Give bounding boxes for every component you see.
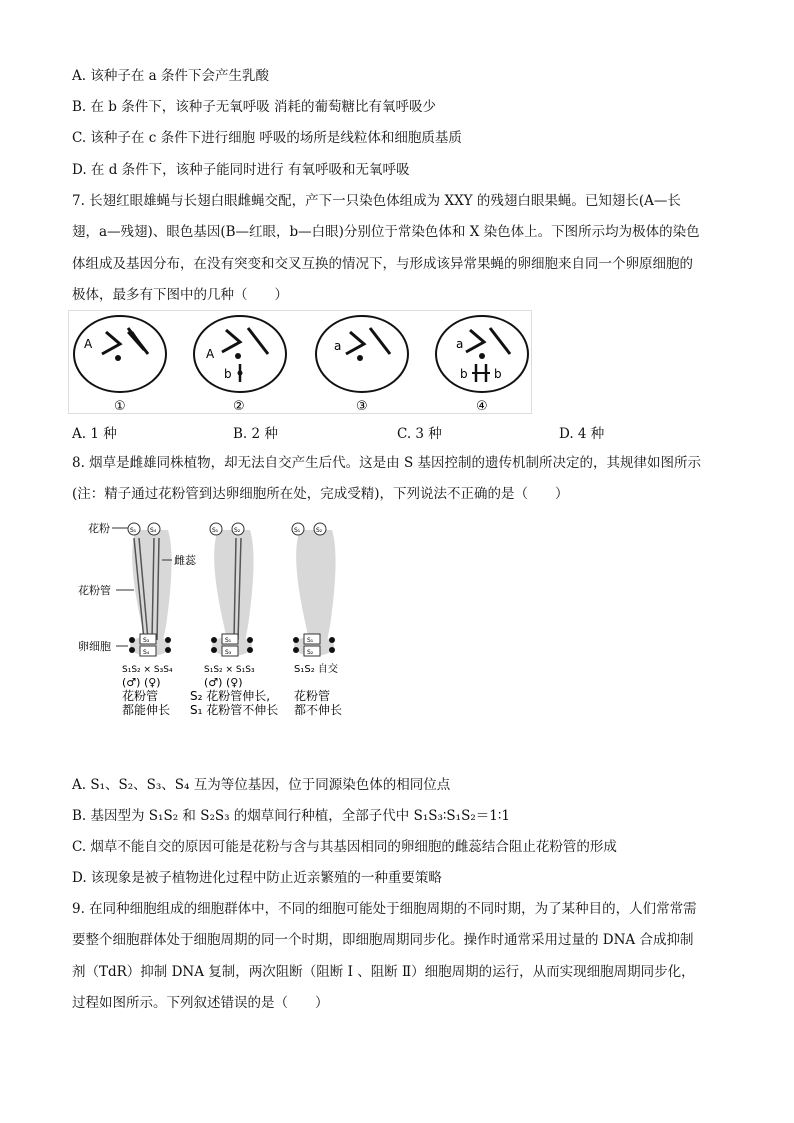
s2-label: S₂ xyxy=(234,527,241,534)
cross-1-label: S₁S₂ × S₃S₄ xyxy=(122,665,173,675)
q6-option-d: D. 在 d 条件下，该种子能同时进行 有氧呼吸和无氧呼吸 xyxy=(72,162,410,178)
gene-label: A xyxy=(206,347,215,361)
pistil-3 xyxy=(292,523,336,656)
q9-stem-line2: 要整个细胞群体处于细胞周期的同一个时期，即细胞周期同步化。操作时通常采用过量的 DNA 合成抑制 xyxy=(72,932,694,948)
q9-stem-line1: 9. 在同种细胞组成的细胞群体中，不同的细胞可能处于细胞周期的不同时期，为了某种目的，人们常常需 xyxy=(72,901,697,917)
pistil-1 xyxy=(128,523,172,656)
pistil-2 xyxy=(210,523,254,656)
cross-2-result-b: S₁ 花粉管不伸长 xyxy=(190,703,279,717)
q7-polar-body-figure xyxy=(68,310,532,414)
cell-number: ② xyxy=(233,399,245,414)
q9-stem-line3: 剂（TdR）抑制 DNA 复制，两次阻断（阻断 Ⅰ 、阻断 Ⅱ）细胞周期的运行，从而实现细胞周期同步化， xyxy=(72,964,695,980)
q8-option-d: D. 该现象是被子植物进化过程中防止近亲繁殖的一种重要策略 xyxy=(72,870,442,886)
gene-label: a xyxy=(334,339,342,353)
q8-option-a: A. S₁、S₂、S₃、S₄ 互为等位基因，位于同源染色体的相同位点 xyxy=(72,777,451,793)
cross-3-result-a: 花粉管 xyxy=(294,689,331,703)
q8-option-b: B. 基因型为 S₁S₂ 和 S₂S₃ 的烟草间行种植，全部子代中 S₁S₃∶S₁S₂＝1∶1 xyxy=(72,808,510,824)
s1-label: S₁ xyxy=(294,527,301,534)
pollen-tube-label: 花粉管 xyxy=(78,584,111,597)
s1-label: S₁ xyxy=(225,637,232,644)
s2-label: S₂ xyxy=(316,527,323,534)
polar-body-cell-4 xyxy=(436,316,528,414)
polar-body-cell-2 xyxy=(194,316,286,414)
cell-number: ③ xyxy=(356,399,368,414)
pollen-label: 花粉 xyxy=(88,522,110,535)
cross-3-result-b: 都不伸长 xyxy=(294,703,343,717)
gene-label: b xyxy=(224,367,232,381)
pistil-label: 雌蕊 xyxy=(174,554,196,567)
cross-2-label: S₁S₂ × S₁S₃ xyxy=(204,665,255,675)
s4-label: S₄ xyxy=(150,527,157,534)
q7-stem-line1: 7. 长翅红眼雄蝇与长翅白眼雌蝇交配，产下一只染色体组成为 XXY 的残翅白眼果蝇。已知翅长(A—长 xyxy=(72,193,681,209)
s1-label: S₁ xyxy=(130,527,137,534)
cross-1-sex: (♂) (♀) xyxy=(122,676,161,689)
q8-stem-line1: 8. 烟草是雌雄同株植物，却无法自交产生后代。这是由 S 基因控制的遗传机制所决定的，其规律如图所示 xyxy=(72,455,702,471)
q7-option-c: C. 3 种 xyxy=(397,426,442,442)
gene-label: b xyxy=(460,367,468,381)
s3-label: S₃ xyxy=(143,637,150,644)
polar-body-cell-3 xyxy=(316,316,408,414)
q7-option-b: B. 2 种 xyxy=(233,426,278,442)
cross-1-result-b: 都能伸长 xyxy=(122,703,171,717)
q7-option-d: D. 4 种 xyxy=(559,426,605,442)
q7-stem-line2: 翅，a—残翅)、眼色基因(B—红眼，b—白眼)分别位于常染色体和 X 染色体上。下图所示均为极体的染色 xyxy=(72,224,700,240)
s1-label: S₁ xyxy=(212,527,219,534)
gene-label: A xyxy=(84,337,93,351)
q7-option-a: A. 1 种 xyxy=(72,426,117,442)
polar-body-cell-1 xyxy=(74,316,166,414)
cell-number: ① xyxy=(114,399,126,414)
q7-stem-line3: 体组成及基因分布，在没有突变和交叉互换的情况下，与形成该异常果蝇的卵细胞来自同一个卵原细胞的 xyxy=(72,256,693,272)
s2-label: S₂ xyxy=(307,649,314,656)
s4-label: S₄ xyxy=(143,649,150,656)
q8-option-c: C. 烟草不能自交的原因可能是花粉与含与其基因相同的卵细胞的雌蕊结合阻止花粉管的形成 xyxy=(72,839,617,855)
egg-cell-label: 卵细胞 xyxy=(78,640,111,653)
q6-option-c: C. 该种子在 c 条件下进行细胞 呼吸的场所是线粒体和细胞质基质 xyxy=(72,130,462,146)
cross-3-label: S₁S₂ 自交 xyxy=(294,664,338,675)
q6-option-a: A. 该种子在 a 条件下会产生乳酸 xyxy=(72,68,269,84)
q7-stem-line4: 极体，最多有下图中的几种（ ） xyxy=(72,287,288,303)
gene-label: a xyxy=(456,337,464,351)
cell-number: ④ xyxy=(476,399,488,414)
s1-label: S₁ xyxy=(307,637,314,644)
s3-label: S₃ xyxy=(225,649,232,656)
cross-2-sex: (♂) (♀) xyxy=(204,676,243,689)
q6-option-b: B. 在 b 条件下，该种子无氧呼吸 消耗的葡萄糖比有氧呼吸少 xyxy=(72,99,437,115)
q8-pollen-tube-figure xyxy=(76,516,376,726)
q9-stem-line4: 过程如图所示。下列叙述错误的是（ ） xyxy=(72,995,329,1011)
cross-1-result-a: 花粉管 xyxy=(122,689,159,703)
gene-label: b xyxy=(494,367,502,381)
cross-2-result-a: S₂ 花粉管伸长, xyxy=(190,689,271,703)
q8-stem-line2: (注：精子通过花粉管到达卵细胞所在处，完成受精)，下列说法不正确的是（ ） xyxy=(72,486,569,502)
